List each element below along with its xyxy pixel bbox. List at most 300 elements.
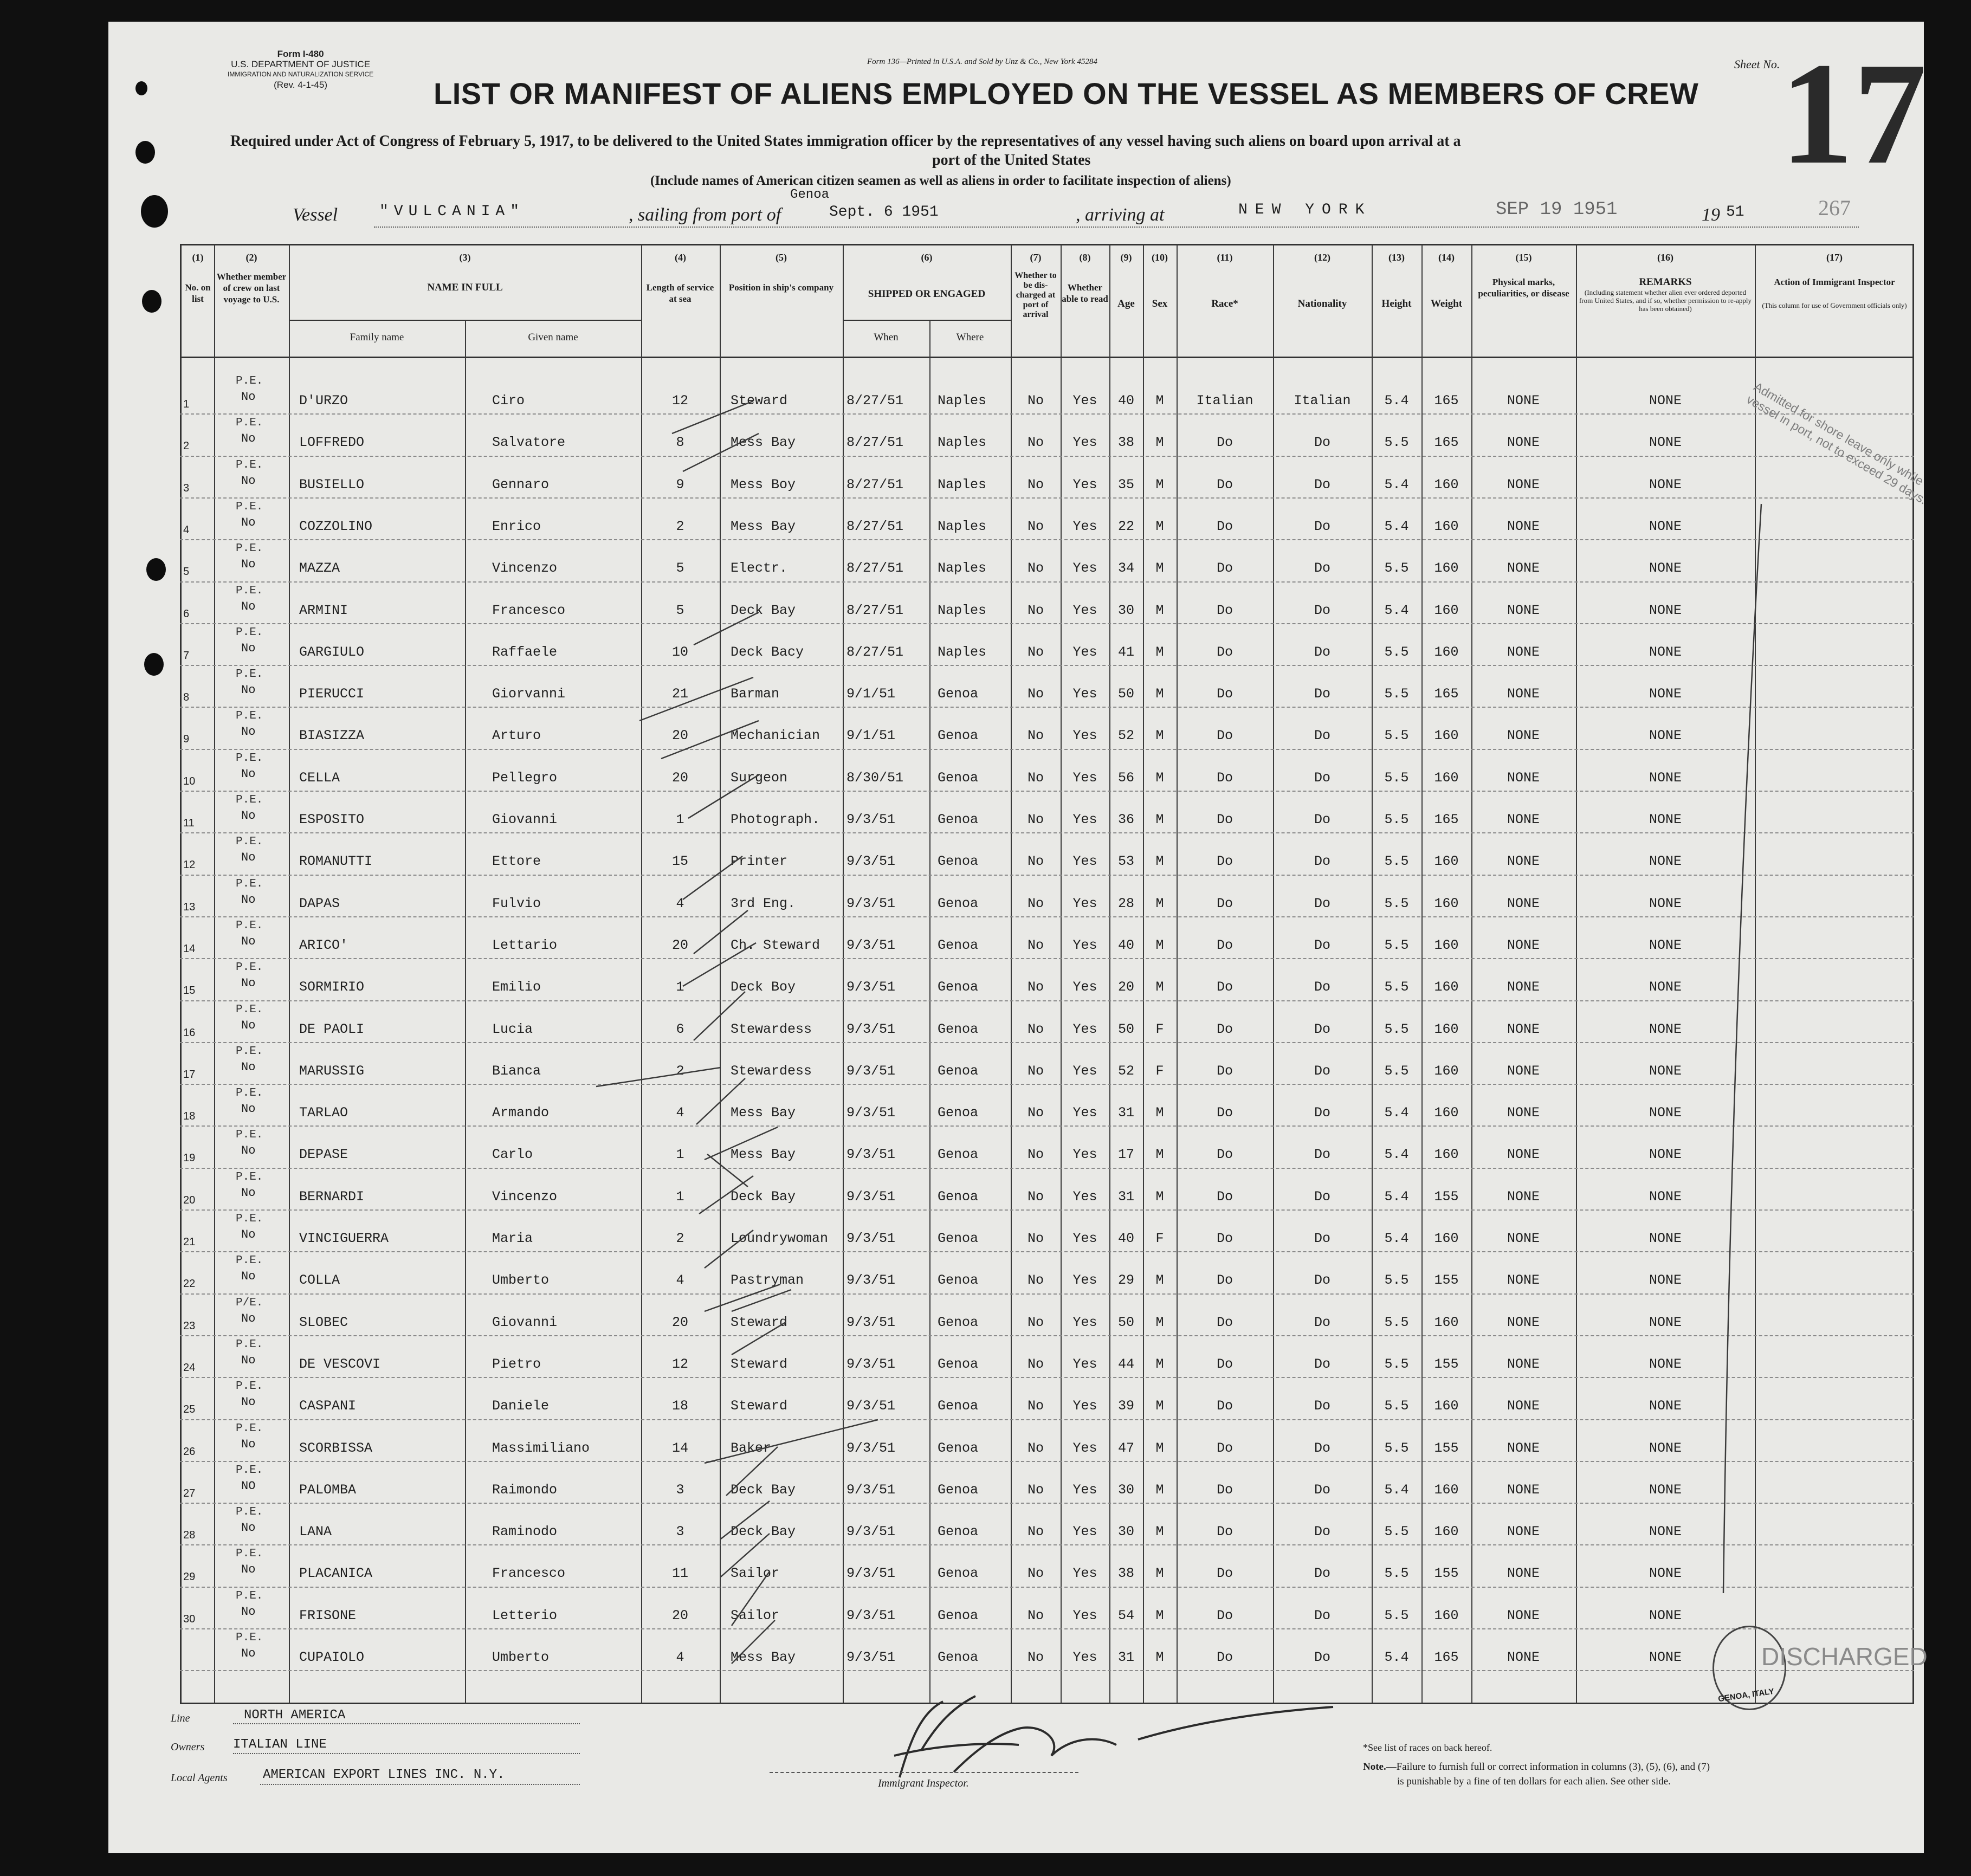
row-number: 17 (183, 1068, 196, 1081)
family-name: COLLA (299, 1272, 340, 1289)
position: Electr. (731, 560, 788, 577)
nationality: Do (1314, 560, 1331, 577)
c2-value: No (241, 1353, 256, 1367)
remarks: NONE (1649, 393, 1682, 409)
shipped-where: Genoa (938, 812, 979, 827)
shipped-when: 8/27/51 (846, 393, 904, 409)
age: 52 (1117, 728, 1135, 744)
family-name: COZZOLINO (299, 518, 373, 534)
race: Do (1216, 979, 1233, 995)
height: 5.5 (1384, 686, 1409, 702)
row-number: 4 (183, 523, 190, 536)
nationality: Do (1314, 1440, 1331, 1456)
check-stroke (732, 1322, 786, 1355)
pe-mark: P.E. (236, 1254, 263, 1267)
row-number: 30 (183, 1613, 196, 1625)
c2-value: No (241, 1647, 256, 1660)
footer-note-2: is punishable by a fine of ten dollars for each alien. See other side. (1397, 1776, 1671, 1787)
inspector-label: Immigrant Inspector. (878, 1777, 969, 1789)
col12-label: Nationality (1297, 298, 1347, 309)
binder-hole (144, 653, 164, 676)
discharged: No (1027, 560, 1044, 577)
check-stroke (683, 943, 756, 986)
nationality: Do (1314, 1188, 1331, 1205)
race: Do (1216, 686, 1233, 702)
able-to-read: Yes (1072, 1147, 1097, 1163)
discharged: No (1027, 769, 1044, 786)
col12-num: (12) (1314, 252, 1330, 263)
position: Deck Bay (731, 1482, 796, 1498)
physical-marks: NONE (1507, 769, 1540, 786)
race: Do (1216, 895, 1233, 911)
age: 38 (1117, 1566, 1135, 1582)
shipped-where: Genoa (938, 1649, 979, 1665)
discharged: No (1027, 853, 1044, 870)
sex: F (1155, 1231, 1164, 1246)
given-name: Francesco (492, 602, 566, 618)
remarks: NONE (1649, 1607, 1682, 1623)
service-years: 4 (676, 895, 684, 911)
pe-mark: P.E. (236, 710, 263, 723)
subtitle-1: Required under Act of Congress of February 5, 1917, to be delivered to the United States immigration officer by the representatives of any vessel having such aliens on board upon arrival at a (230, 133, 1461, 150)
sex: M (1155, 644, 1164, 660)
row-number: 13 (183, 901, 196, 913)
discharged: No (1027, 476, 1044, 493)
physical-marks: NONE (1507, 393, 1540, 409)
c2-value: No (241, 515, 256, 529)
race: Do (1216, 728, 1233, 744)
c2-value: No (241, 976, 256, 991)
given-name: Salvatore (492, 435, 566, 451)
height: 5.5 (1384, 435, 1409, 451)
weight: 165 (1434, 435, 1459, 451)
position: Steward (731, 1356, 788, 1372)
pe-mark: P.E. (236, 1380, 263, 1393)
physical-marks: NONE (1507, 1231, 1540, 1246)
physical-marks: NONE (1507, 1147, 1540, 1163)
pe-mark: P.E. (236, 877, 263, 890)
c2-value: No (241, 558, 256, 572)
discharged: No (1027, 1063, 1044, 1079)
col11-label: Race* (1211, 298, 1238, 309)
shipped-when: 9/1/51 (846, 686, 896, 702)
shipped-when: 8/27/51 (846, 602, 904, 618)
height: 5.5 (1384, 1398, 1409, 1414)
col16-num: (16) (1657, 252, 1673, 263)
height: 5.5 (1384, 1063, 1409, 1079)
height: 5.4 (1384, 1188, 1409, 1205)
remarks: NONE (1649, 1314, 1682, 1330)
shipped-where: Genoa (938, 1147, 979, 1163)
given-name: Daniele (492, 1398, 550, 1414)
service-years: 12 (671, 1356, 689, 1372)
when-header: When (874, 332, 899, 343)
nationality: Do (1314, 1649, 1331, 1665)
able-to-read: Yes (1072, 602, 1097, 618)
col17-label: Action of Immigrant Inspector (1774, 277, 1895, 287)
row-number: 15 (183, 985, 196, 997)
arrival-port: NEW YORK (1238, 202, 1372, 218)
shipped-where: Genoa (938, 937, 979, 953)
physical-marks: NONE (1507, 937, 1540, 953)
sex: M (1155, 1524, 1164, 1540)
shipped-when: 9/3/51 (846, 1314, 896, 1330)
col11-num: (11) (1217, 252, 1233, 263)
discharged: No (1027, 518, 1044, 534)
shipped-where: Naples (938, 644, 987, 660)
shipped-when: 9/3/51 (846, 1105, 896, 1121)
pe-mark: P.E. (236, 1213, 263, 1225)
shipped-when: 9/3/51 (846, 1231, 896, 1246)
shipped-where: Naples (938, 560, 987, 577)
service-years: 20 (671, 937, 689, 953)
shipped-when: 9/3/51 (846, 1524, 896, 1540)
admitted-stamp: Admitted for shore leave only while vessel in port, not to exceed 29 days. (1744, 379, 1930, 507)
remarks: NONE (1649, 1524, 1682, 1540)
height: 5.4 (1384, 1482, 1409, 1498)
col3-label: NAME IN FULL (427, 282, 503, 293)
service-years: 1 (676, 1188, 684, 1205)
family-name: PALOMBA (299, 1482, 357, 1498)
weight: 160 (1434, 979, 1459, 995)
family-name: BIASIZZA (299, 728, 365, 744)
c2-value: No (241, 809, 256, 823)
check-stroke (639, 677, 753, 721)
col16-note: (Including statement whether alien ever ordered deported from United States, and if so, whether permission to re-apply has been obtained) (1579, 288, 1752, 313)
c2-value: No (241, 725, 256, 739)
c2-value: No (241, 599, 256, 613)
race: Do (1216, 1314, 1233, 1330)
remarks: NONE (1649, 1063, 1682, 1079)
position: Pastryman (731, 1272, 804, 1289)
weight: 160 (1434, 1524, 1459, 1540)
shipped-where: Genoa (938, 895, 979, 911)
family-name: SLOBEC (299, 1314, 348, 1330)
race: Do (1216, 1272, 1233, 1289)
discharged: No (1027, 1272, 1044, 1289)
nationality: Do (1314, 1105, 1331, 1121)
sheet-number: 17 (1780, 33, 1927, 195)
position: Ch. Steward (731, 937, 820, 953)
c2-value: No (241, 1186, 256, 1200)
age: 30 (1117, 602, 1135, 618)
able-to-read: Yes (1072, 476, 1097, 493)
weight: 160 (1434, 895, 1459, 911)
shipped-when: 9/3/51 (846, 1566, 896, 1582)
subtitle-3: (Include names of American citizen seamen as well as aliens in order to facilitate inspection of aliens) (650, 173, 1231, 188)
able-to-read: Yes (1072, 812, 1097, 827)
given-name: Bianca (492, 1063, 541, 1079)
shipped-where: Genoa (938, 853, 979, 870)
row-number: 21 (183, 1236, 196, 1248)
shipped-where: Genoa (938, 686, 979, 702)
c2-value: No (241, 1563, 256, 1577)
remarks: NONE (1649, 1566, 1682, 1582)
row-number: 25 (183, 1403, 196, 1416)
position: Sailor (731, 1607, 780, 1623)
check-stroke (721, 1501, 770, 1539)
sex: M (1155, 602, 1164, 618)
check-stroke (672, 401, 753, 434)
sex: M (1155, 1607, 1164, 1623)
able-to-read: Yes (1072, 1524, 1097, 1540)
nationality: Italian (1294, 393, 1351, 409)
line-rule (233, 1723, 580, 1724)
able-to-read: Yes (1072, 1482, 1097, 1498)
c2-value: No (241, 851, 256, 865)
c2-value: No (241, 1437, 256, 1451)
sex: M (1155, 1566, 1164, 1582)
physical-marks: NONE (1507, 1566, 1540, 1582)
shipped-when: 9/3/51 (846, 1272, 896, 1289)
pe-mark: P.E. (236, 1338, 263, 1351)
check-stroke (705, 1127, 778, 1187)
nationality: Do (1314, 1021, 1331, 1037)
given-name: Maria (492, 1231, 533, 1246)
family-name: FRISONE (299, 1607, 357, 1623)
age: 56 (1117, 769, 1135, 786)
age: 53 (1117, 853, 1135, 870)
col14-label: Weight (1430, 298, 1463, 309)
able-to-read: Yes (1072, 853, 1097, 870)
position: Deck Bay (731, 1524, 796, 1540)
col9-num: (9) (1120, 252, 1132, 263)
departure-port: Genoa (790, 187, 830, 202)
given-name: Massimiliano (492, 1440, 590, 1456)
race: Do (1216, 1482, 1233, 1498)
race: Do (1216, 644, 1233, 660)
c2-value: No (241, 641, 256, 655)
family-name: SCORBISSA (299, 1440, 373, 1456)
service-years: 20 (671, 1314, 689, 1330)
weight: 160 (1434, 1105, 1459, 1121)
position: Mess Boy (731, 476, 796, 493)
age: 29 (1117, 1272, 1135, 1289)
pe-mark: P.E. (236, 1170, 263, 1183)
check-stroke (721, 1534, 770, 1577)
family-name: MARUSSIG (299, 1063, 365, 1079)
service-years: 2 (676, 1231, 684, 1246)
physical-marks: NONE (1507, 853, 1540, 870)
nationality: Do (1314, 1566, 1331, 1582)
col10-num: (10) (1152, 252, 1168, 263)
signature-stroke (894, 1696, 1333, 1777)
weight: 160 (1434, 1314, 1459, 1330)
age: 17 (1117, 1147, 1135, 1163)
given-name: Umberto (492, 1649, 550, 1665)
age: 31 (1117, 1649, 1135, 1665)
race: Do (1216, 518, 1233, 534)
height: 5.5 (1384, 1021, 1409, 1037)
race: Do (1216, 1607, 1233, 1623)
weight: 160 (1434, 1021, 1459, 1037)
row-number: 19 (183, 1152, 196, 1165)
given-name: Giovanni (492, 1314, 558, 1330)
shipped-where: Genoa (938, 1440, 979, 1456)
shipped-when: 8/27/51 (846, 476, 904, 493)
family-name: DE PAOLI (299, 1021, 365, 1037)
where-header: Where (956, 332, 984, 343)
age: 36 (1117, 812, 1135, 827)
agents-rule (260, 1784, 580, 1785)
discharged: No (1027, 1147, 1044, 1163)
age: 20 (1117, 979, 1135, 995)
shipped-where: Genoa (938, 1524, 979, 1540)
position: Photograph. (731, 812, 820, 827)
position: 3rd Eng. (731, 895, 796, 911)
shipped-where: Genoa (938, 769, 979, 786)
pe-mark: P.E. (236, 1129, 263, 1142)
given-name: Ettore (492, 853, 541, 870)
weight: 165 (1434, 393, 1459, 409)
sex: M (1155, 1105, 1164, 1121)
c2-value: No (241, 432, 256, 446)
discharged: No (1027, 1566, 1044, 1582)
nationality: Do (1314, 1482, 1331, 1498)
shipped-when: 9/3/51 (846, 1398, 896, 1414)
weight: 155 (1434, 1356, 1459, 1372)
check-stroke (732, 1290, 791, 1311)
shipped-when: 9/3/51 (846, 1147, 896, 1163)
nationality: Do (1314, 1524, 1331, 1540)
weight: 160 (1434, 853, 1459, 870)
weight: 160 (1434, 476, 1459, 493)
check-stroke (705, 1420, 878, 1463)
physical-marks: NONE (1507, 435, 1540, 451)
height: 5.5 (1384, 728, 1409, 744)
weight: 155 (1434, 1566, 1459, 1582)
shipped-where: Genoa (938, 1482, 979, 1498)
remarks: NONE (1649, 435, 1682, 451)
form-rev: (Rev. 4-1-45) (274, 80, 328, 90)
shipped-when: 9/1/51 (846, 728, 896, 744)
weight: 160 (1434, 937, 1459, 953)
pe-mark: P.E. (236, 626, 263, 639)
physical-marks: NONE (1507, 686, 1540, 702)
given-name: Raffaele (492, 644, 558, 660)
shipped-when: 9/3/51 (846, 1021, 896, 1037)
shipped-where: Naples (938, 393, 987, 409)
service-years: 2 (676, 1063, 684, 1079)
shipped-where: Genoa (938, 1566, 979, 1582)
sex: M (1155, 937, 1164, 953)
discharged: No (1027, 1105, 1044, 1121)
nationality: Do (1314, 1063, 1331, 1079)
race: Do (1216, 1063, 1233, 1079)
col4-num: (4) (675, 252, 686, 263)
weight: 160 (1434, 1607, 1459, 1623)
check-stroke (732, 1620, 775, 1664)
age: 47 (1117, 1440, 1135, 1456)
nationality: Do (1314, 602, 1331, 618)
sex: M (1155, 1649, 1164, 1665)
sex: M (1155, 1147, 1164, 1163)
age: 34 (1117, 560, 1135, 577)
family-name: DEPASE (299, 1147, 348, 1163)
position: Deck Bay (731, 1188, 796, 1205)
discharged-stamp: DISCHARGED (1761, 1642, 1928, 1671)
service-years: 20 (671, 728, 689, 744)
age: 38 (1117, 435, 1135, 451)
able-to-read: Yes (1072, 560, 1097, 577)
position: Steward (731, 1398, 788, 1414)
check-stroke (726, 1447, 778, 1496)
pe-mark: P.E. (236, 1506, 263, 1519)
weight: 155 (1434, 1440, 1459, 1456)
shipped-when: 9/3/51 (846, 937, 896, 953)
arrival-date-stamp: SEP 19 1951 (1496, 199, 1618, 220)
shipped-where: Genoa (938, 1105, 979, 1121)
family-name: ESPOSITO (299, 812, 365, 827)
nationality: Do (1314, 812, 1331, 827)
footer-note-1 (1363, 1761, 1710, 1773)
row-number: 7 (183, 649, 190, 662)
agents-label: Local Agents (171, 1772, 228, 1784)
col17-num: (17) (1826, 252, 1843, 263)
family-name: PIERUCCI (299, 686, 365, 702)
nationality: Do (1314, 435, 1331, 451)
c2-value: No (241, 683, 256, 697)
shipped-when: 8/27/51 (846, 518, 904, 534)
height: 5.5 (1384, 1607, 1409, 1623)
physical-marks: NONE (1507, 1524, 1540, 1540)
height: 5.5 (1384, 1272, 1409, 1289)
given-name: Fulvio (492, 895, 541, 911)
c2-value: No (241, 1311, 256, 1325)
family-name: LANA (299, 1524, 332, 1540)
family-name: ARICO' (299, 937, 348, 953)
shipped-when: 9/3/51 (846, 812, 896, 827)
given-name: Giorvanni (492, 686, 566, 702)
remarks: NONE (1649, 560, 1682, 577)
service-years: 1 (676, 979, 684, 995)
sex: M (1155, 435, 1164, 451)
shipped-when: 8/27/51 (846, 435, 904, 451)
age: 39 (1117, 1398, 1135, 1414)
col1-num: (1) (192, 252, 204, 263)
sex: M (1155, 1482, 1164, 1498)
position: Baker (731, 1440, 772, 1456)
age: 41 (1117, 644, 1135, 660)
check-stroke (683, 856, 742, 900)
race: Do (1216, 560, 1233, 577)
age: 50 (1117, 1314, 1135, 1330)
col7-label: Whether to be dis-charged at port of arrival (1014, 271, 1057, 319)
age: 50 (1117, 1021, 1135, 1037)
pe-mark: P.E. (236, 919, 263, 932)
height: 5.4 (1384, 1105, 1409, 1121)
race: Do (1216, 853, 1233, 870)
pe-mark: P.E. (236, 961, 263, 974)
height: 5.5 (1384, 769, 1409, 786)
col6-label: SHIPPED OR ENGAGED (868, 288, 986, 300)
discharged: No (1027, 1607, 1044, 1623)
able-to-read: Yes (1072, 686, 1097, 702)
sex: M (1155, 686, 1164, 702)
sex: M (1155, 1314, 1164, 1330)
sex: M (1155, 895, 1164, 911)
able-to-read: Yes (1072, 1566, 1097, 1582)
shipped-where: Naples (938, 476, 987, 493)
position: Mess Bay (731, 435, 796, 451)
age: 44 (1117, 1356, 1135, 1372)
shipped-when: 9/3/51 (846, 1482, 896, 1498)
race: Do (1216, 812, 1233, 827)
able-to-read: Yes (1072, 937, 1097, 953)
service-years: 5 (676, 602, 684, 618)
row-number: 29 (183, 1571, 196, 1583)
physical-marks: NONE (1507, 1482, 1540, 1498)
